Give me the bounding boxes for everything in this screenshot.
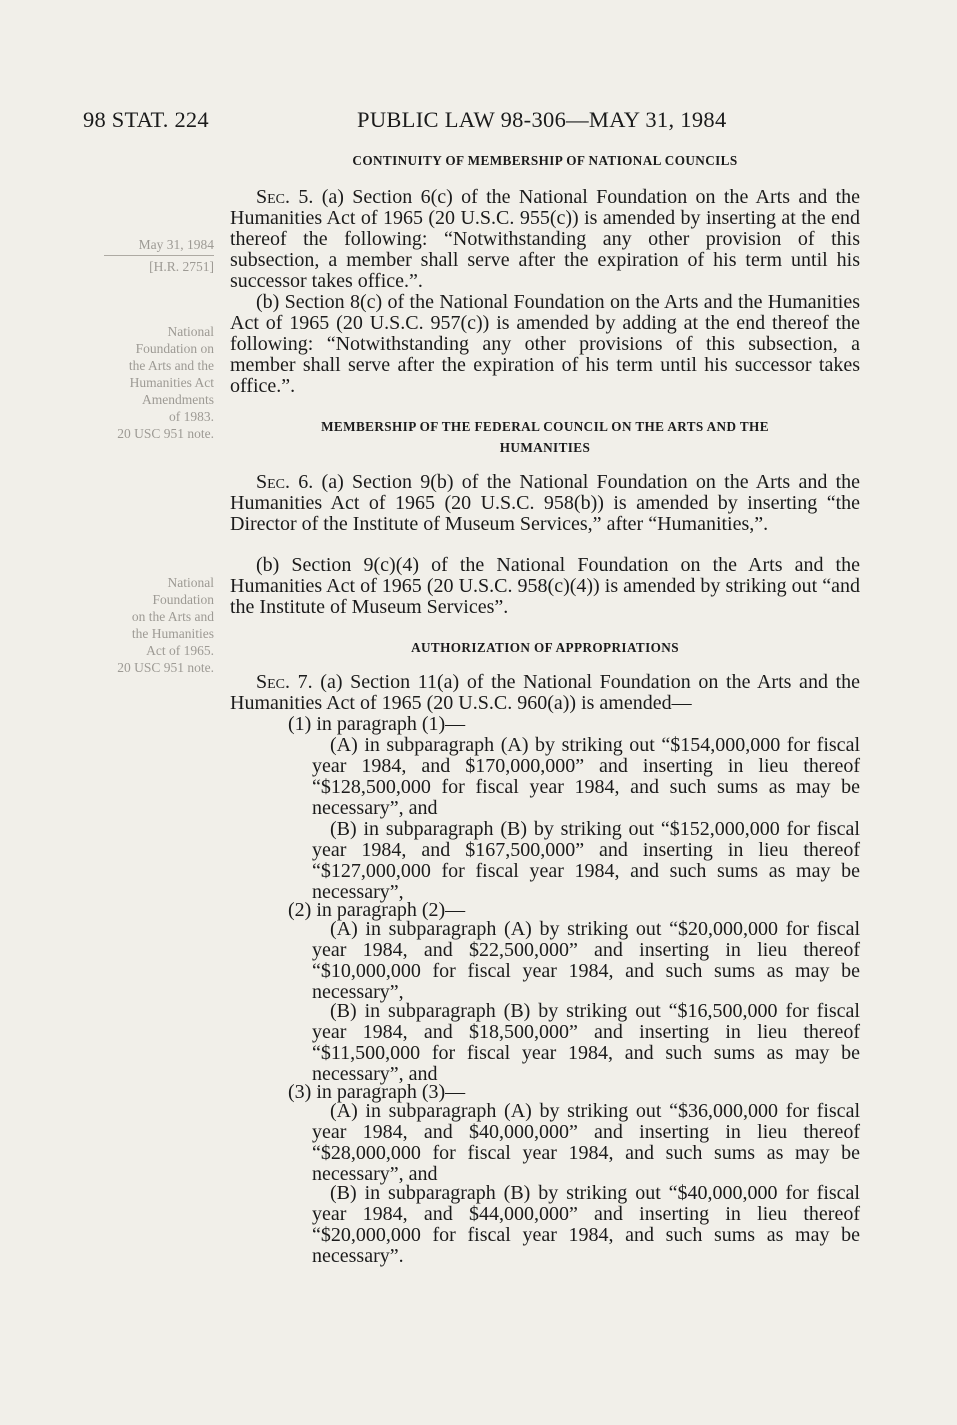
subparagraph-1A: (A) in subparagraph (A) by striking out “$154,000,000 for fiscal year 1984, and $170,000,000” and inserting in lieu thereof “$128,500,000 for fiscal year 1984, and such sums as may be necessary”, and [312,734,860,820]
subparagraph-3A: (A) in subparagraph (A) by striking out “$36,000,000 for fiscal year 1984, and $40,000,000” and inserting in lieu thereof “$28,000,000 for fiscal year 1984, and such sums as may be necessary”, and [312,1100,860,1186]
section-7-heading: AUTHORIZATION OF APPROPRIATIONS [411,640,679,655]
section-7-paragraph-a [230,672,860,714]
section-6-heading-line-2: HUMANITIES [499,440,591,455]
section-5-heading: CONTINUITY OF MEMBERSHIP OF NATIONAL COUNCILS [352,153,738,168]
section-label: Sec. 7. [256,671,313,693]
margin-note-line: the Arts and the [128,358,214,373]
statute-reference: 98 STAT. 224 [83,107,209,132]
margin-note-line: 20 USC 951 note. [117,660,214,675]
section-6-paragraph-a [230,472,860,535]
margin-note-line: National [167,575,214,590]
section-6-paragraph-b: (b) Section 9(c)(4) of the National Foundation on the Arts and the Humanities Act of 1965 (20 U.S.C. 958(c)(4)) is amended by striking out “and the Institute of Museum Services”. [230,554,860,619]
margin-note-line: of 1983. [169,409,214,424]
paragraph-text: (a) Section 11(a) of the National Foundation on the Arts and the Humanities Act of 1965 (20 U.S.C. 960(a)) is amended— [230,671,861,715]
margin-note-line: May 31, 1984 [138,237,214,252]
law-title: PUBLIC LAW 98-306—MAY 31, 1984 [357,107,727,132]
paragraph-text: (a) Section 9(b) of the National Foundation on the Arts and the Humanities Act of 1965 (20 U.S.C. 958(b)) is amended by inserting “the Director of the Institute of Museum Services,” after “Humanities,”. [230,471,861,536]
running-head [0,107,957,137]
section-label: Sec. 5. [256,186,314,208]
margin-note-line: National [167,324,214,339]
margin-note-date [96,236,214,275]
margin-note-act-amendments [96,323,214,442]
margin-note-line: [H.R. 2751] [149,259,214,274]
paragraph-text: (a) Section 6(c) of the National Foundation on the Arts and the Humanities Act of 1965 (20 U.S.C. 955(c)) is amended by inserting at the end thereof the following: “Notwithstanding any other provision of this subsection, a member shall serve after the expiration of his term until his successor takes office.”. [230,186,860,293]
margin-note-act-1965 [96,574,214,676]
margin-note-line: Foundation [152,592,214,607]
subparagraph-2B: (B) in subparagraph (B) by striking out “$16,500,000 for fiscal year 1984, and $18,500,000” and inserting in lieu thereof “$11,500,000 for fiscal year 1984, and such sums as may be necessary”, and [312,1000,860,1086]
section-label: Sec. 6. [256,471,314,493]
margin-note-line: the Humanities [131,626,214,641]
section-5-paragraph-b: (b) Section 8(c) of the National Foundation on the Arts and the Humanities Act of 1965 (20 U.S.C. 957(c)) is amended by adding at the end thereof the following: “Notwithstanding any other provisions of this subsection, a member shall serve after the expiration of his term until his successor takes office.”. [230,291,860,398]
subparagraph-1B: (B) in subparagraph (B) by striking out “$152,000,000 for fiscal year 1984, and $167,500,000” and inserting in lieu thereof “$127,000,000 for fiscal year 1984, and such sums as may be necessary”, [312,818,860,904]
paragraph-2: (2) in paragraph (2)— [288,899,466,921]
margin-note-line: Act of 1965. [146,643,214,658]
section-6-heading-line-1: MEMBERSHIP OF THE FEDERAL COUNCIL ON THE ARTS AND THE [321,419,769,434]
margin-note-line: Humanities Act [129,375,214,390]
paragraph-3: (3) in paragraph (3)— [288,1081,466,1103]
subparagraph-3B: (B) in subparagraph (B) by striking out “$40,000,000 for fiscal year 1984, and $44,000,000” and inserting in lieu thereof “$20,000,000 for fiscal year 1984, and such sums as may be necessary”. [312,1182,860,1268]
margin-note-divider [104,255,214,256]
margin-note-line: 20 USC 951 note. [117,426,214,441]
margin-note-line: Foundation on [135,341,214,356]
paragraph-1: (1) in paragraph (1)— [288,713,466,735]
margin-note-line: on the Arts and [131,609,214,624]
subparagraph-2A: (A) in subparagraph (A) by striking out “$20,000,000 for fiscal year 1984, and $22,500,000” and inserting in lieu thereof “$10,000,000 for fiscal year 1984, and such sums as may be necessary”, [312,918,860,1004]
section-6-heading [230,416,860,458]
margin-note-line: Amendments [142,392,214,407]
section-5-paragraph-a [230,187,860,292]
